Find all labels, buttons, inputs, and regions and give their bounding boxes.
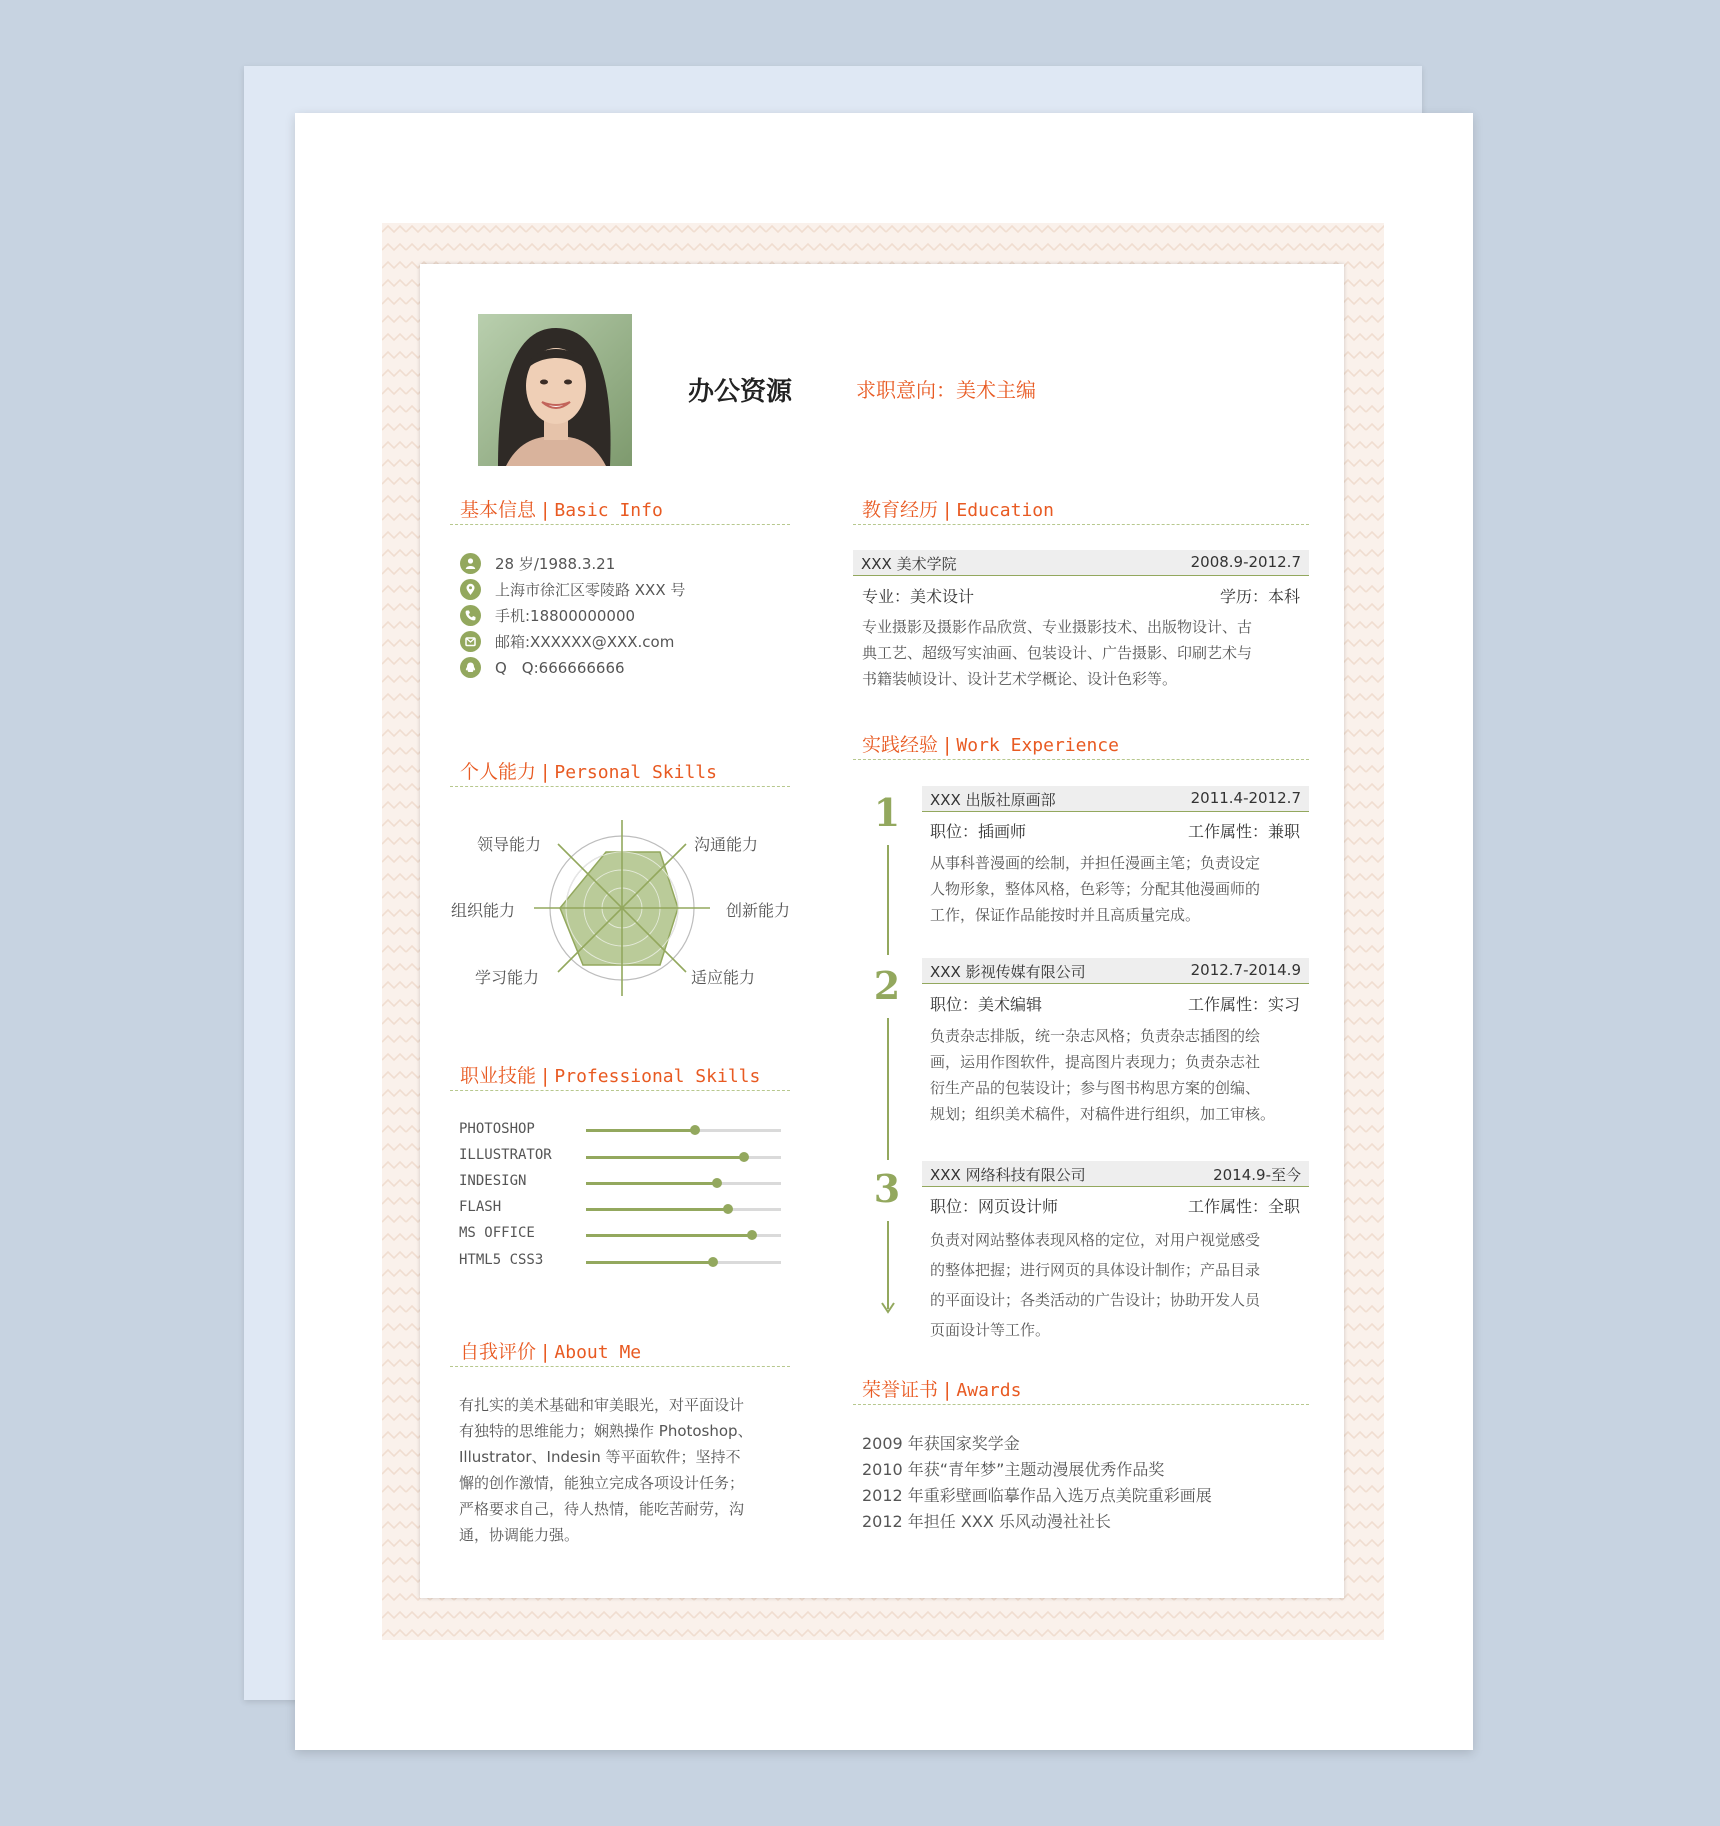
info-address: 上海市徐汇区零陵路 XXX 号 <box>460 578 685 600</box>
radar-label-communication: 沟通能力 <box>694 835 759 854</box>
award-item: 2010 年获“青年梦”主题动漫展优秀作品奖 <box>862 1460 1165 1479</box>
work-type: 工作属性：兼职 <box>1187 822 1300 841</box>
section-title-personal-skills: 个人能力 | Personal Skills <box>460 761 717 783</box>
skill-knob <box>739 1152 749 1162</box>
section-title-professional-skills: 职业技能 | Professional Skills <box>460 1065 761 1087</box>
skill-bar <box>586 1182 781 1185</box>
work-period: 2011.4-2012.7 <box>1190 789 1301 807</box>
skill-bar <box>586 1129 781 1132</box>
timeline-number: 2 <box>873 963 901 1008</box>
work-description: 从事科普漫画的绘制，并担任漫画主笔；负责设定 人物形象，整体风格，色彩等；分配其他漫画师的 工作，保证作品能按时并且高质量完成。 <box>930 854 1261 924</box>
skills-radar-chart <box>520 800 720 1010</box>
skill-knob <box>712 1178 722 1188</box>
skill-bar <box>586 1261 781 1264</box>
mail-icon <box>460 631 481 652</box>
phone-icon <box>460 605 481 626</box>
qq-icon <box>460 657 481 678</box>
work-header <box>922 786 1309 812</box>
section-title-awards: 荣誉证书 | Awards <box>862 1379 1022 1401</box>
radar-label-innovation: 创新能力 <box>726 901 791 920</box>
timeline-number: 3 <box>873 1166 901 1211</box>
timeline-number: 1 <box>873 790 901 835</box>
radar-label-organization: 组织能力 <box>451 901 516 920</box>
company-name: XXX 出版社原画部 <box>930 791 1056 809</box>
radar-label-leadership: 领导能力 <box>477 835 542 854</box>
work-position: 职位：美术编辑 <box>930 995 1043 1014</box>
skill-knob <box>708 1257 718 1267</box>
section-divider <box>450 786 790 787</box>
section-divider <box>853 1404 1309 1405</box>
award-item: 2012 年重彩壁画临摹作品入选万点美院重彩画展 <box>862 1486 1212 1505</box>
work-position: 职位：插画师 <box>930 822 1027 841</box>
skill-label: MS OFFICE <box>459 1225 535 1241</box>
candidate-name: 办公资源 <box>688 377 793 407</box>
section-title-about-me: 自我评价 | About Me <box>460 1341 642 1363</box>
work-position: 职位：网页设计师 <box>930 1197 1059 1216</box>
section-title-basic-info: 基本信息 | Basic Info <box>460 499 663 521</box>
work-type: 工作属性：全职 <box>1187 1197 1300 1216</box>
timeline-line <box>887 845 889 955</box>
skill-label: INDESIGN <box>459 1173 527 1189</box>
timeline-line <box>887 1221 889 1309</box>
skill-bar <box>586 1156 781 1159</box>
work-header <box>922 1161 1309 1187</box>
section-divider <box>853 524 1309 525</box>
person-icon <box>460 553 481 574</box>
section-divider <box>450 1366 790 1367</box>
education-degree: 学历：本科 <box>1219 587 1300 606</box>
award-item: 2009 年获国家奖学金 <box>862 1434 1020 1453</box>
section-title-education: 教育经历 | Education <box>862 499 1054 521</box>
education-period: 2008.9-2012.7 <box>1190 553 1301 571</box>
school-name: XXX 美术学院 <box>861 555 957 573</box>
work-period: 2014.9-至今 <box>1213 1166 1301 1184</box>
profile-photo <box>478 314 632 466</box>
timeline-arrow-icon <box>881 1302 895 1314</box>
info-age: 28 岁/1988.3.21 <box>460 552 615 574</box>
radar-label-learning: 学习能力 <box>475 968 540 987</box>
location-icon <box>460 579 481 600</box>
work-type: 工作属性：实习 <box>1187 995 1300 1014</box>
skill-label: PHOTOSHOP <box>459 1121 535 1137</box>
work-description: 负责对网站整体表现风格的定位，对用户视觉感受 的整体把握；进行网页的具体设计制作；产品目录 的平面设计；各类活动的广告设计；协助开发人员 页面设计等工作。 <box>930 1231 1261 1339</box>
info-phone: 手机:18800000000 <box>460 604 635 626</box>
skill-label: FLASH <box>459 1199 502 1215</box>
about-me-text: 有扎实的美术基础和审美眼光，对平面设计 有独特的思维能力；娴熟操作 Photoshop、 Illustrator、Indesin 等平面软件；坚持不 懈的创作激情，能独立完成各项设计任务； 严格要求自己，待人热情，能吃苦耐劳，沟 通，协调能力强。 <box>459 1396 753 1544</box>
info-qq: Q Q:666666666 <box>460 656 625 678</box>
skill-label: ILLUSTRATOR <box>459 1147 552 1163</box>
section-divider <box>450 1090 790 1091</box>
radar-label-adaptability: 适应能力 <box>691 968 756 987</box>
company-name: XXX 网络科技有限公司 <box>930 1166 1086 1184</box>
timeline-line <box>887 1018 889 1160</box>
skill-label: HTML5 CSS3 <box>459 1252 544 1268</box>
info-email: 邮箱:XXXXXX@XXX.com <box>460 630 674 652</box>
section-title-work-experience: 实践经验 | Work Experience <box>862 734 1119 756</box>
section-divider <box>450 524 790 525</box>
skill-knob <box>747 1230 757 1240</box>
education-courses: 专业摄影及摄影作品欣赏、专业摄影技术、出版物设计、古 典工艺、超级写实油画、包装设计、广告摄影、印刷艺术与 书籍装帧设计、设计艺术学概论、设计色彩等。 <box>862 618 1253 688</box>
education-header <box>853 550 1309 576</box>
education-major: 专业：美术设计 <box>862 587 975 606</box>
award-item: 2012 年担任 XXX 乐风动漫社社长 <box>862 1512 1111 1531</box>
company-name: XXX 影视传媒有限公司 <box>930 963 1086 981</box>
skill-bar <box>586 1208 781 1211</box>
work-header <box>922 958 1309 984</box>
work-period: 2012.7-2014.9 <box>1190 961 1301 979</box>
skill-bar <box>586 1234 781 1237</box>
section-divider <box>853 759 1309 760</box>
work-description: 负责杂志排版，统一杂志风格；负责杂志插图的绘 画，运用作图软件，提高图片表现力；负责杂志社 衍生产品的包装设计；参与图书构思方案的创编、 规划；组织美术稿件，对稿件进行组织，加工审核。 <box>930 1027 1276 1123</box>
job-intention: 求职意向：美术主编 <box>856 378 1036 402</box>
